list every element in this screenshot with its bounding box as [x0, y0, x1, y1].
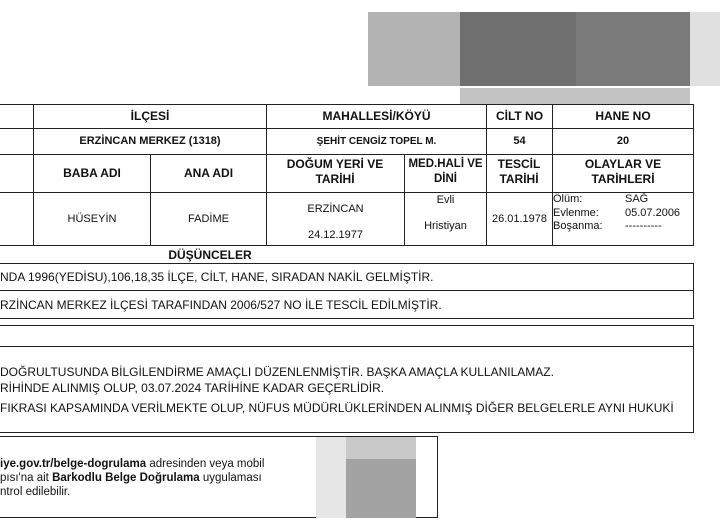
- empty-box: [0, 325, 694, 347]
- header-ana-adi: ANA ADI: [183, 166, 234, 180]
- header-med-hali: MED.HALİ VE DİNİ: [408, 158, 483, 185]
- value-medeni-hal: Evli: [436, 194, 455, 206]
- header-cilt-no: CİLT NO: [495, 109, 544, 123]
- value-mahalle: ŞEHİT CENGİZ TOPEL M.: [316, 136, 437, 147]
- info-line-1: DOĞRULTUSUNDA BİLGİLENDİRME AMAÇLI DÜZENLENMİŞTİR. BAŞKA AMAÇLA KULLANILAMAZ.: [0, 365, 554, 379]
- verification-text-2a: pısı'na ait: [0, 472, 53, 484]
- value-hane-no: 20: [616, 135, 630, 147]
- redaction-block: [460, 88, 690, 104]
- event-value: ----------: [625, 220, 662, 232]
- dusunceler-title: DÜŞÜNCELER: [168, 248, 252, 262]
- barcode-redaction: [316, 437, 346, 518]
- verification-text-3: ntrol edilebilir.: [0, 486, 71, 498]
- redaction-block: [690, 12, 720, 86]
- redaction-block: [368, 12, 460, 86]
- header-mahalle: MAHALLESİ/KÖYÜ: [322, 109, 431, 123]
- header-dogum: DOĞUM YERİ VE TARİHİ: [286, 157, 384, 186]
- redaction-block: [460, 12, 576, 86]
- verification-app-name: Barkodlu Belge Doğrulama: [52, 472, 200, 484]
- value-tescil-tarihi: 26.01.1978: [491, 213, 548, 225]
- verification-text: [0, 457, 264, 499]
- header-baba-adi: BABA ADI: [63, 166, 121, 180]
- header-hane-no: HANE NO: [595, 109, 651, 123]
- event-label: Evlenme:: [553, 206, 599, 219]
- value-baba-adi: HÜSEYİN: [67, 213, 117, 225]
- value-ilcesi: ERZİNCAN MERKEZ (1318): [79, 135, 221, 147]
- event-value: 05.07.2006: [625, 206, 681, 219]
- verification-text-1: adresinden veya mobil: [146, 458, 265, 470]
- value-dogum-tarihi: 24.12.1977: [307, 229, 364, 241]
- event-label: Ölüm:: [553, 193, 583, 205]
- event-label: Boşanma:: [553, 220, 603, 232]
- value-ana-adi: FADİME: [188, 213, 229, 225]
- header-olaylar: OLAYLAR VE TARİHLERİ: [584, 157, 662, 186]
- barcode-redaction: [346, 459, 416, 518]
- value-din: Hristiyan: [424, 220, 467, 232]
- info-line-3: FIKRASI KAPSAMINDA VERİLMEKTE OLUP, NÜFUS MÜDÜRLÜKLERİNDEN ALINMIŞ DİĞER BELGELERLE AYNI HUKUKİ: [0, 401, 674, 415]
- registry-grid: [0, 104, 694, 246]
- verification-url[interactable]: iye.gov.tr/belge-dogrulama: [0, 458, 147, 470]
- header-ilcesi: İLÇESİ: [130, 109, 170, 123]
- dusunceler-line-1: NDA 1996(YEDİSU),106,18,35 İLÇE, CİLT, HANE, SIRADAN NAKİL GELMİŞTİR.: [0, 270, 434, 284]
- value-cilt-no: 54: [513, 135, 526, 147]
- verification-text-2b: uygulaması: [199, 472, 262, 484]
- header-tescil: TESCİL TARİHİ: [497, 157, 541, 186]
- events-list: [553, 193, 693, 234]
- value-dogum-yeri: ERZİNCAN: [307, 203, 364, 215]
- redaction-block: [576, 12, 690, 86]
- info-line-2: RİHİNDE ALINMIŞ OLUP, 03.07.2024 TARİHİNE KADAR GEÇERLİDİR.: [0, 381, 385, 395]
- dusunceler-line-2: RZİNCAN MERKEZ İLÇESİ TARAFINDAN 2006/527 NO İLE TESCİL EDİLMİŞTİR.: [0, 298, 442, 312]
- barcode-redaction: [346, 437, 416, 459]
- event-value: SAĞ: [625, 193, 649, 205]
